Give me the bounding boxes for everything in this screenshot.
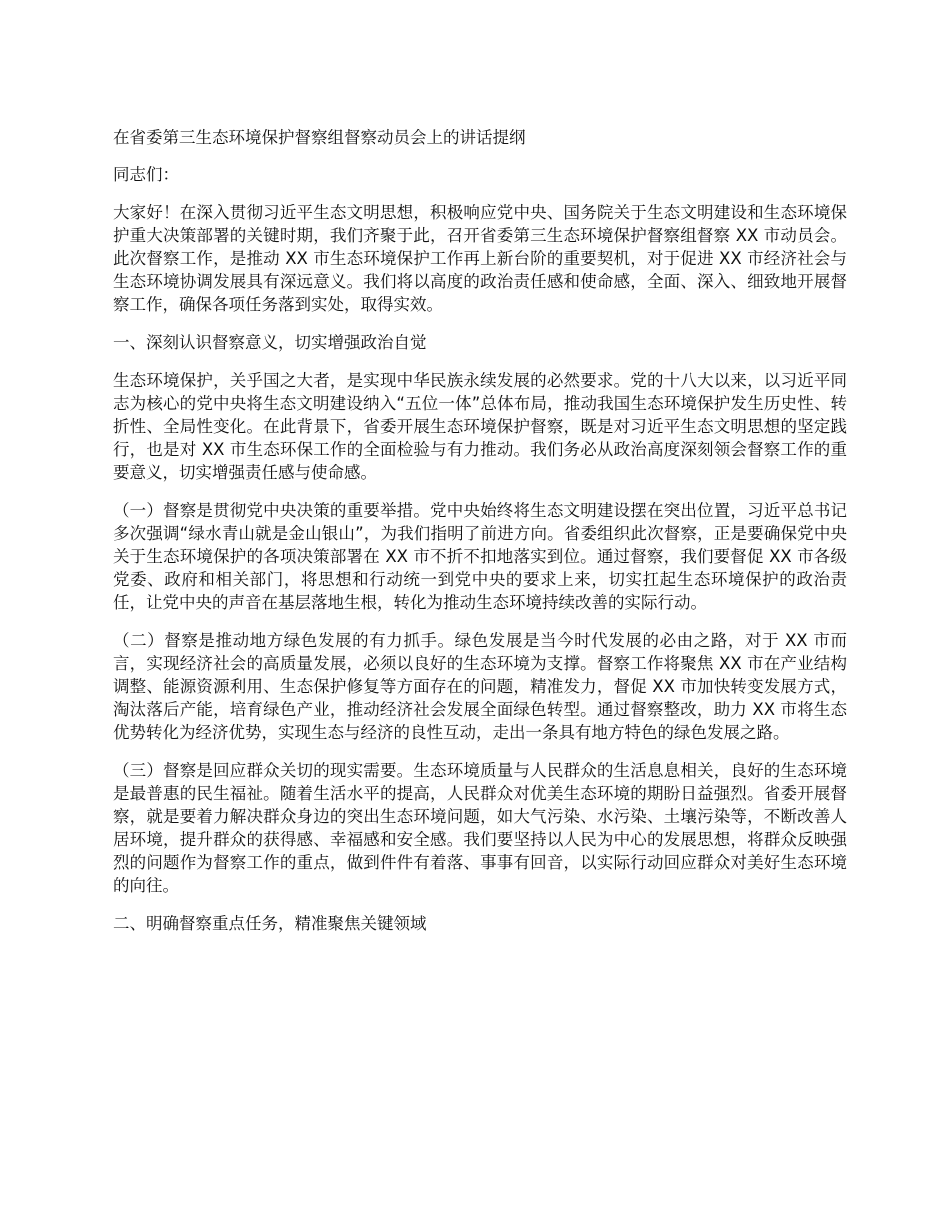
- subsection-2-paragraph: （二）督察是推动地方绿色发展的有力抓手。绿色发展是当今时代发展的必由之路，对于 XX 市而言，实现经济社会的高质量发展，必须以良好的生态环境为支撑。督察工作将聚焦 XX 市在产业结构调整、能源资源利用、生态保护修复等方面存在的问题，精准发力，督促 XX 市加快转变发展方式，淘汰落后产能，培育绿色产业，推动经济社会发展全面绿色转型。通过督察整改，助力 XX 市将生态优势转化为经济优势，实现生态与经济的良性互动，走出一条具有地方特色的绿色发展之路。: [113, 631, 847, 742]
- document-body: [113, 126, 847, 950]
- section-heading-2: 二、明确督察重点任务，精准聚焦关键领域: [113, 914, 427, 933]
- salutation: 同志们：: [113, 165, 179, 184]
- section-1-intro-paragraph: 生态环境保护，关乎国之大者，是实现中华民族永续发展的必然要求。党的十八大以来，以习近平同志为核心的党中央将生态文明建设纳入“五位一体”总体布局，推动我国生态环境保护发生历史性、转折性、全局性变化。在此背景下，省委开展生态环境保护督察，既是对习近平生态文明思想的坚定践行，也是对 XX 市生态环保工作的全面检验与有力推动。我们务必从政治高度深刻领会督察工作的重要意义，切实增强责任感与使命感。: [113, 371, 847, 482]
- opening-paragraph: 大家好！在深入贯彻习近平生态文明思想，积极响应党中央、国务院关于生态文明建设和生态环境保护重大决策部署的关键时期，我们齐聚于此，召开省委第三生态环境保护督察组督察 XX 市动员会。此次督察工作，是推动 XX 市生态环境保护工作再上新台阶的重要契机，对于促进 XX 市经济社会与生态环境协调发展具有深远意义。我们将以高度的政治责任感和使命感，全面、深入、细致地开展督察工作，确保各项任务落到实处，取得实效。: [113, 203, 847, 314]
- subsection-1-paragraph: （一）督察是贯彻党中央决策的重要举措。党中央始终将生态文明建设摆在突出位置，习近平总书记多次强调“绿水青山就是金山银山”，为我们指明了前进方向。省委组织此次督察，正是要确保党中央关于生态环境保护的各项决策部署在 XX 市不折不扣地落实到位。通过督察，我们要督促 XX 市各级党委、政府和相关部门，将思想和行动统一到党中央的要求上来，切实扛起生态环境保护的政治责任，让党中央的声音在基层落地生根，转化为推动生态环境持续改善的实际行动。: [113, 501, 847, 612]
- subsection-3-paragraph: （三）督察是回应群众关切的现实需要。生态环境质量与人民群众的生活息息相关，良好的生态环境是最普惠的民生福祉。随着生活水平的提高，人民群众对优美生态环境的期盼日益强烈。省委开展督察，就是要着力解决群众身边的突出生态环境问题，如大气污染、水污染、土壤污染等，不断改善人居环境，提升群众的获得感、幸福感和安全感。我们要坚持以人民为中心的发展思想，将群众反映强烈的问题作为督察工作的重点，做到件件有着落、事事有回音，以实际行动回应群众对美好生态环境的向往。: [113, 761, 847, 895]
- section-heading-1: 一、深刻认识督察意义，切实增强政治自觉: [113, 333, 427, 352]
- document-title: 在省委第三生态环境保护督察组督察动员会上的讲话提纲: [113, 128, 526, 147]
